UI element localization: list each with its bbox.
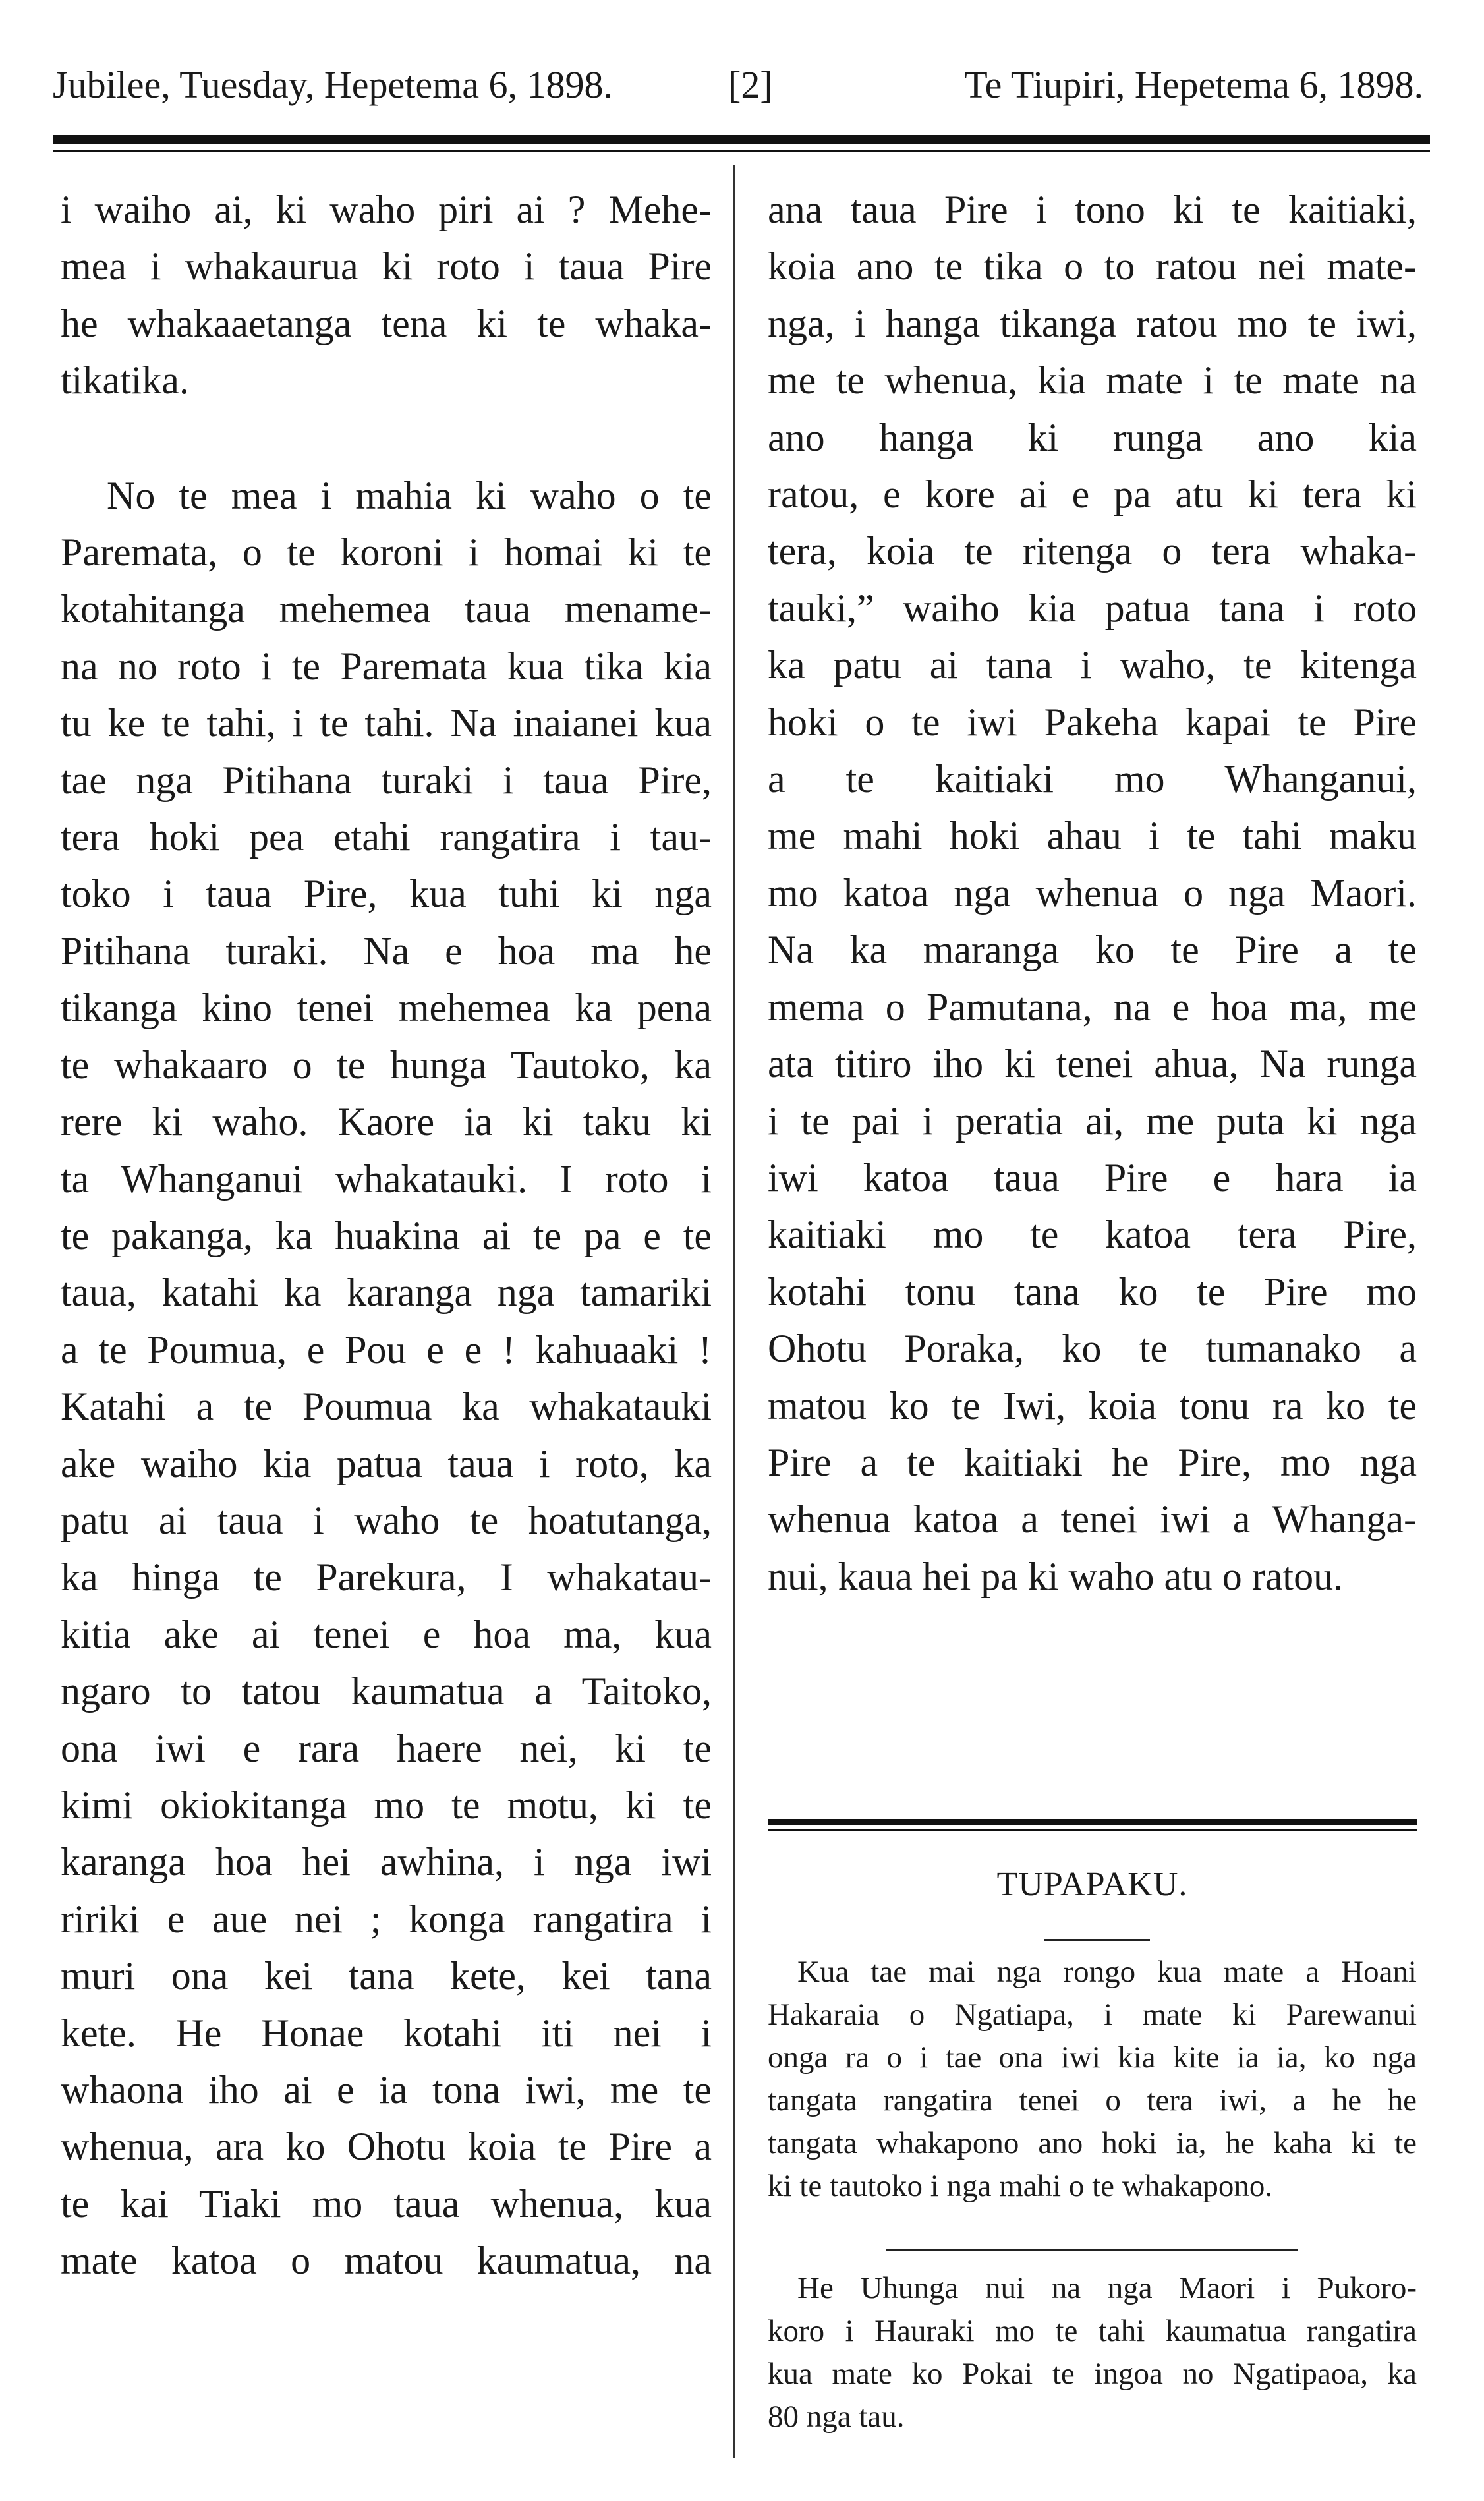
text-line: te whakaaro o te hunga Tautoko, ka [61, 1043, 712, 1087]
masthead-date-maori: Te Tiupiri, Hepetema 6, 1898. [964, 63, 1423, 106]
text-line: mema o Pamutana, na e hoa ma, me [768, 985, 1417, 1029]
text-line: nui, kaua hei pa ki waho atu o ratou. [768, 1554, 1344, 1598]
text-line: ake waiho kia patua taua i roto, ka [61, 1441, 712, 1485]
text-line: rere ki waho. Kaore ia ki taku ki [61, 1100, 712, 1144]
text-line: i waiho ai, ki waho piri ai ? Mehe- [61, 188, 712, 231]
text-line: koro i Hauraki mo te tahi kaumatua rangatira [768, 2314, 1417, 2348]
text-line: mea i whakaurua ki roto i taua Pire [61, 244, 712, 289]
text-line: ka hinga te Parekura, I whakatau- [61, 1555, 712, 1599]
text-line: ka patu ai tana i waho, te kitenga [768, 643, 1417, 687]
text-line: iwi katoa taua Pire e hara ia [768, 1155, 1417, 1199]
text-line: na no roto i te Paremata kua tika kia [61, 644, 712, 688]
text-line: tauki,” waiho kia patua tana i roto [768, 586, 1417, 630]
text-line: he whakaaetanga tena ki te whaka- [61, 301, 712, 345]
text-line: mo katoa nga whenua o nga Maori. [768, 871, 1417, 915]
notice-item-1 [768, 1951, 1417, 2208]
text-line: tae nga Pitihana turaki i taua Pire, [61, 758, 712, 802]
text-line: tangata rangatira tenei o tera iwi, a he he [768, 2083, 1417, 2117]
masthead-rule-thick [53, 135, 1430, 144]
text-line: ana taua Pire i tono ki te kaitiaki, [768, 188, 1417, 231]
text-line: Hakaraia o Ngatiapa, i mate ki Parewanui [768, 1998, 1417, 2032]
text-line: kete. He Honae kotahi iti nei i [61, 2011, 712, 2055]
text-line: ano hanga ki runga ano kia [768, 415, 1417, 459]
text-line: tangata whakapono ano hoki ia, he kaha ki te [768, 2126, 1417, 2160]
text-line: tera hoki pea etahi rangatira i tau- [61, 815, 712, 859]
left-paragraph-2 [61, 467, 712, 2289]
notice-heading: TUPAPAKU. [996, 1866, 1188, 1903]
text-line: patu ai taua i waho te hoatutanga, [61, 1498, 712, 1542]
text-line: matou ko te Iwi, koia tonu ra ko te [768, 1383, 1417, 1427]
text-line: He Uhunga nui na nga Maori i Pukoro- [797, 2271, 1417, 2305]
text-line: kaitiaki mo te katoa tera Pire, [768, 1213, 1417, 1257]
text-line: whenua, ara ko Ohotu koia te Pire a [61, 2125, 712, 2169]
text-line: kotahi tonu tana ko te Pire mo [768, 1269, 1417, 1313]
right-column [768, 181, 1417, 1605]
paragraph-gap [61, 409, 712, 467]
text-line: koia ano te tika o to ratou nei mate- [768, 244, 1417, 289]
section-rule-thin [768, 1829, 1417, 1831]
text-line: ki te tautoko i nga mahi o te whakapono. [768, 2169, 1273, 2203]
text-line: tu ke te tahi, i te tahi. Na inaianei kua [61, 701, 712, 745]
text-line: ngaro to tatou kaumatua a Taitoko, [61, 1669, 712, 1713]
text-line: a te kaitiaki mo Whanganui, [768, 757, 1417, 801]
text-line: tikanga kino tenei mehemea ka pena [61, 986, 712, 1030]
text-line: kitia ake ai tenei e hoa ma, kua [61, 1612, 712, 1656]
section-rule-thick [768, 1819, 1417, 1825]
text-line: whaona iho ai e ia tona iwi, me te [61, 2068, 712, 2112]
text-line: Pire a te kaitiaki he Pire, mo nga [768, 1440, 1417, 1484]
text-line: ririki e aue nei ; konga rangatira i [61, 1897, 712, 1941]
text-line: Ohotu Poraka, ko te tumanako a [768, 1327, 1417, 1371]
notice-separator [886, 2249, 1298, 2251]
text-line: toko i taua Pire, kua tuhi ki nga [61, 872, 712, 916]
heading-dash [1044, 1939, 1150, 1941]
text-line: whenua katoa a tenei iwi a Whanga- [768, 1497, 1417, 1541]
text-line: 80 nga tau. [768, 2400, 905, 2434]
text-line: Katahi a te Poumua ka whakatauki [61, 1385, 712, 1429]
text-line: onga ra o i tae ona iwi kia kite ia ia, ko nga [768, 2040, 1417, 2075]
text-line: muri ona kei tana kete, kei tana [61, 1954, 712, 1998]
text-line: te kai Tiaki mo taua whenua, kua [61, 2181, 712, 2226]
text-line: ata titiro iho ki tenei ahua, Na runga [768, 1042, 1417, 1086]
text-line: i te pai i peratia ai, me puta ki nga [768, 1099, 1417, 1143]
text-line: kua mate ko Pokai te ingoa no Ngatipaoa, ka [768, 2357, 1417, 2391]
text-line: ratou, e kore ai e pa atu ki tera ki [768, 473, 1417, 517]
text-line: Kua tae mai nga rongo kua mate a Hoani [797, 1955, 1417, 1989]
text-line: tikatika. [61, 359, 189, 403]
masthead-rule-thin [53, 150, 1430, 152]
text-line: mate katoa o matou kaumatua, na [61, 2239, 712, 2283]
text-line: kotahitanga mehemea taua menamе- [61, 587, 712, 631]
left-paragraph-1 [61, 181, 712, 409]
page-number: [2] [728, 63, 773, 106]
text-line: taua, katahi ka karanga nga tamariki [61, 1271, 712, 1315]
text-line: ona iwi e rara haere nei, ki te [61, 1726, 712, 1770]
text-line: te pakanga, ka huakina ai te pa e te [61, 1213, 712, 1257]
text-line: karanga hoa hei awhina, i nga iwi [61, 1840, 712, 1884]
text-line: Paremata, o te koroni i homai ki te [61, 531, 712, 575]
masthead-date-english: Jubilee, Tuesday, Hepetema 6, 1898. [53, 63, 614, 106]
text-line: tera, koia te ritenga o tera whaka- [768, 529, 1417, 573]
text-line: me mahi hoki ahau i te tahi maku [768, 814, 1417, 858]
left-column [61, 181, 712, 2289]
text-line: Na ka maranga ko te Pire a te [768, 928, 1417, 972]
notice-item-2 [768, 2267, 1417, 2438]
text-line: me te whenua, kia mate i te mate na [768, 359, 1417, 403]
text-line: nga, i hanga tikanga ratou mo te iwi, [768, 301, 1417, 345]
text-line: a te Poumua, e Pou e e ! kahuaaki ! [61, 1327, 712, 1371]
text-line: ta Whanganui whakatauki. I roto i [61, 1157, 712, 1201]
text-line: No te mea i mahia ki waho o te [107, 473, 712, 517]
column-divider [733, 165, 735, 2458]
masthead [53, 63, 1430, 122]
text-line: kimi okiokitanga mo te motu, ki te [61, 1783, 712, 1827]
text-line: hoki o te iwi Pakeha kapai te Pire [768, 700, 1417, 744]
text-line: Pitihana turaki. Na e hoa ma he [61, 929, 712, 973]
